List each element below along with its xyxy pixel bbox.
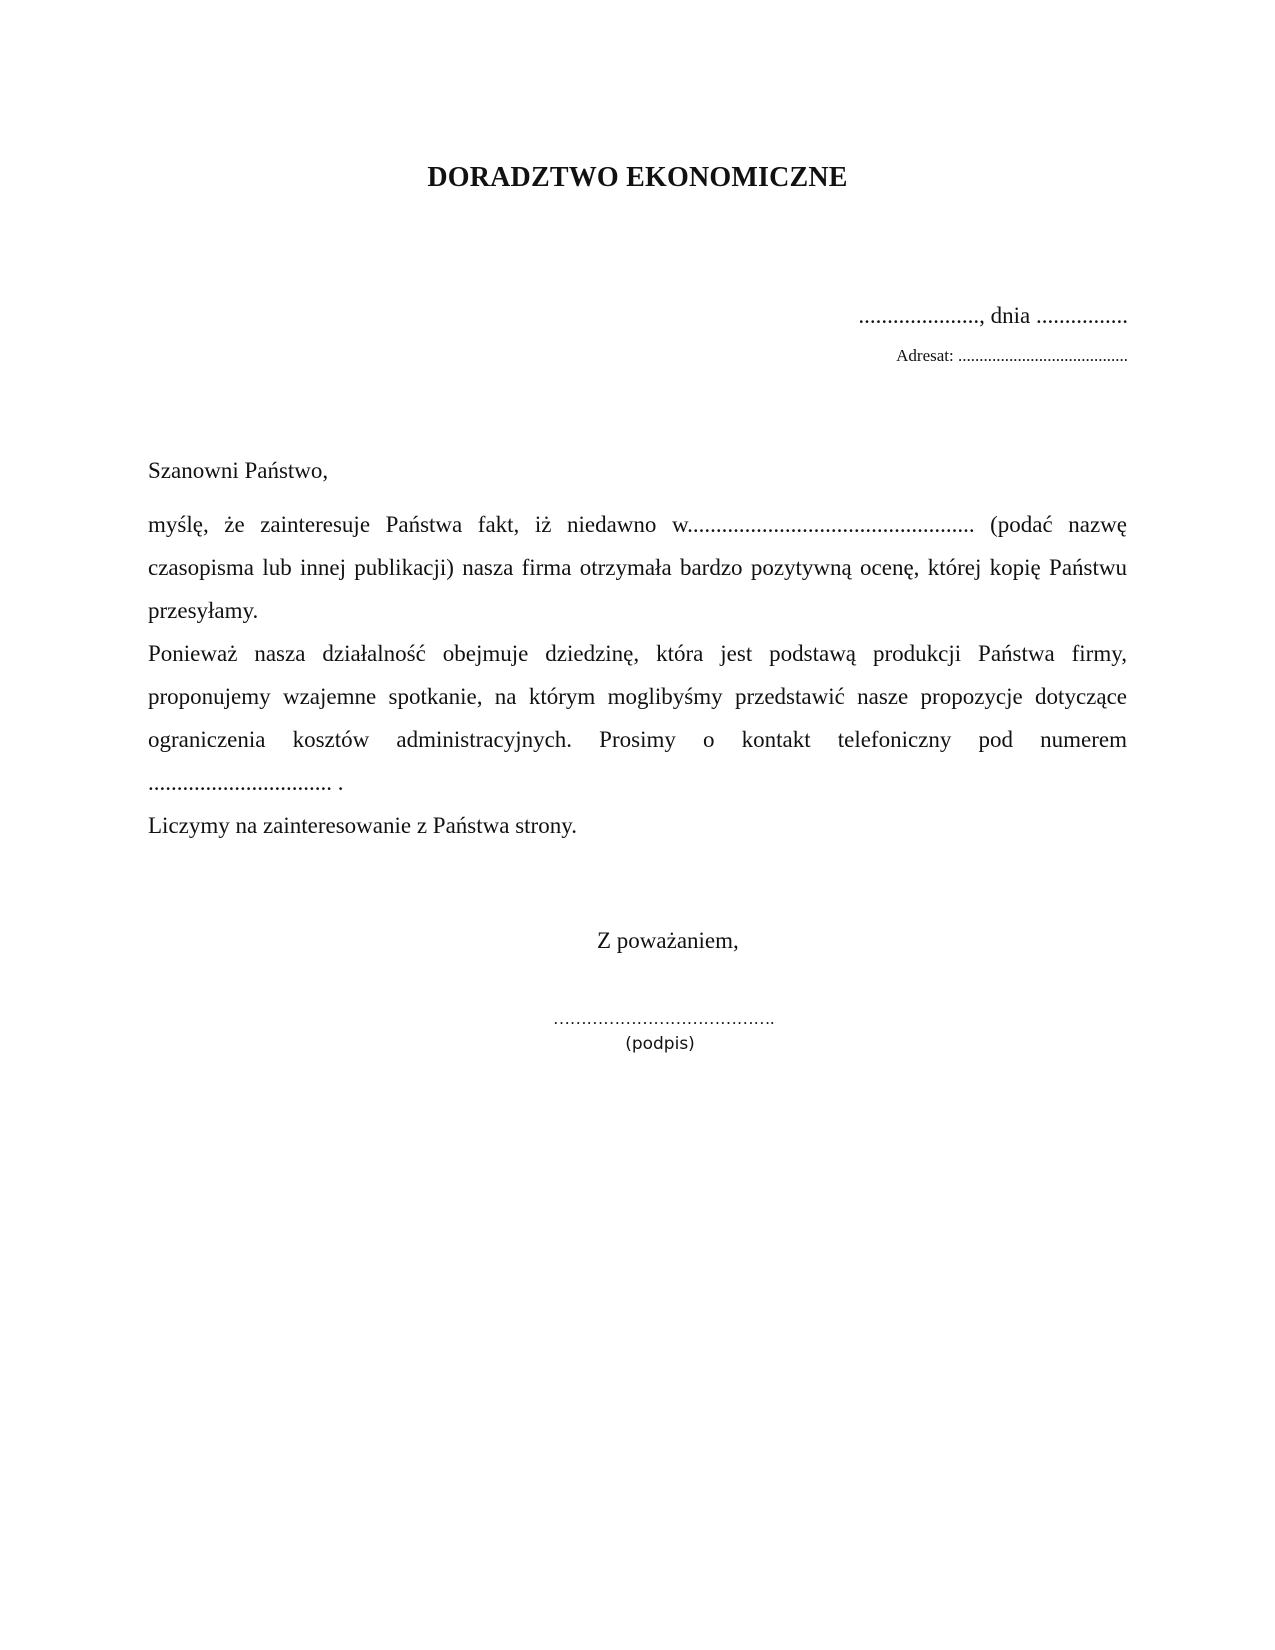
addressee-line: Adresat: ........................................ xyxy=(896,346,1128,365)
body-paragraph-3: Liczymy na zainteresowanie z Państwa strony. xyxy=(148,813,577,838)
closing-phrase: Z poważaniem, xyxy=(597,928,739,953)
document-title: DORADZTWO EKONOMICZNE xyxy=(427,162,848,193)
signature-line: …………………………………. xyxy=(553,1009,775,1028)
place-date-line: ....................., dnia ................ xyxy=(858,303,1128,328)
body-paragraph-2: Ponieważ nasza działalność obejmuje dziedzinę, która jest podstawą produkcji Państwa firmy, proponujemy wzajemne spotkanie, na którym moglibyśmy przedstawić nasze propozycje dotyczące ograniczenia kosztów administracyjnych. Prosimy o kontakt telefoniczny pod numerem ................................ . xyxy=(148,641,1127,795)
signature-label: (podpis) xyxy=(625,1034,695,1054)
letter-body xyxy=(148,503,1127,847)
salutation: Szanowni Państwo, xyxy=(148,458,329,483)
body-paragraph-1: myślę, że zainteresuje Państwa fakt, iż niedawno w.................................................. (podać nazwę czasopisma lub innej publikacji) nasza firma otrzymała bardzo pozytywną ocenę, której kopię Państwu przesyłamy. xyxy=(148,512,1127,623)
